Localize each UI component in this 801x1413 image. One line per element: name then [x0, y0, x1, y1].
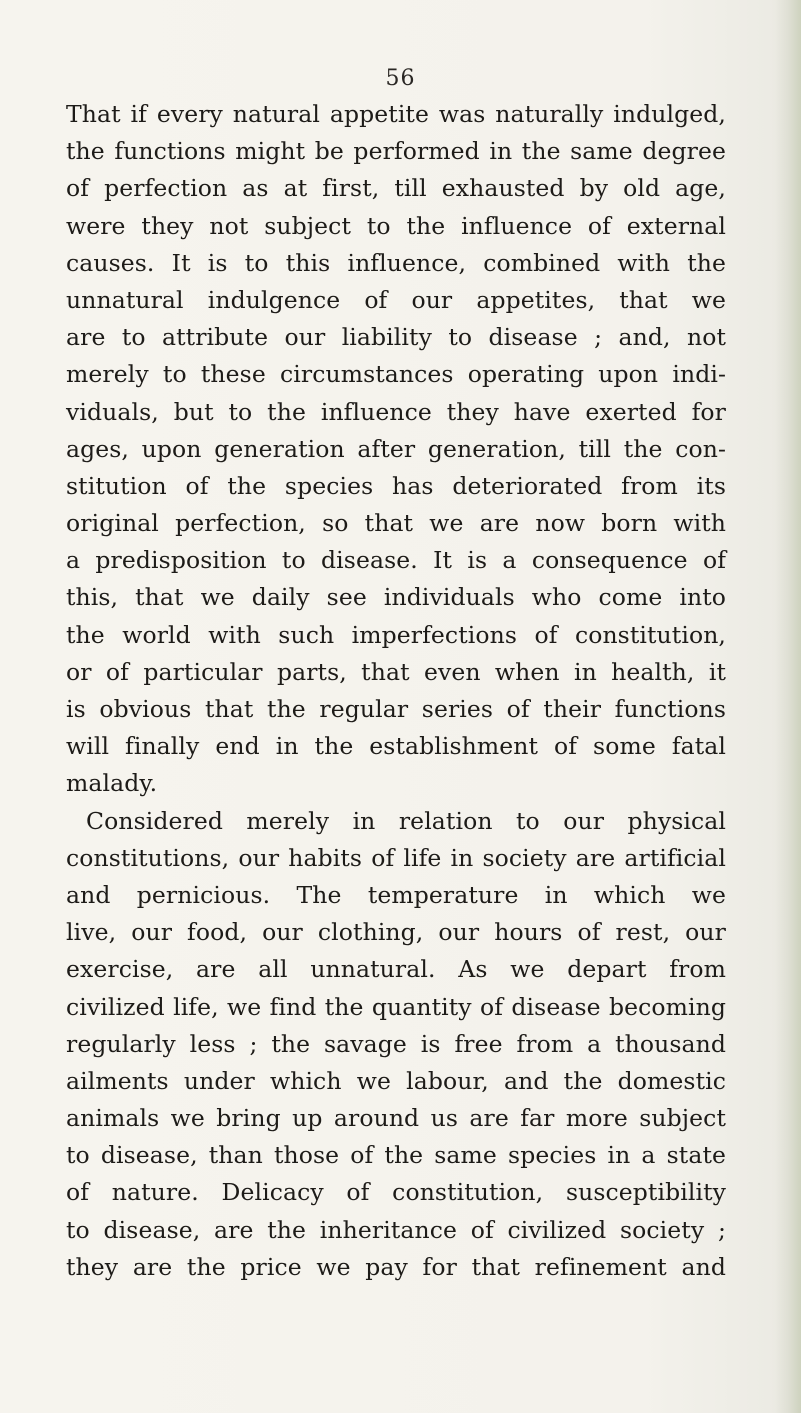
text-line: this, that we daily see individuals who come into	[66, 583, 726, 612]
paragraph-start-line: Considered merely in relation to our physical	[86, 806, 726, 835]
text-line: they are the price we pay for that refinement and	[66, 1252, 726, 1281]
text-line: causes. It is to this influence, combined with the	[66, 248, 726, 277]
text-line: regularly less ; the savage is free from a thousand	[66, 1029, 726, 1058]
text-line: That if every natural appetite was naturally indulged,	[66, 100, 726, 128]
text-line: merely to these circumstances operating upon indi-	[66, 360, 726, 389]
text-line: were they not subject to the influence of external	[66, 211, 726, 240]
text-line: of perfection as at first, till exhausted by old age,	[66, 174, 726, 203]
body-text	[66, 96, 726, 1286]
text-line: civilized life, we find the quantity of disease becoming	[66, 992, 726, 1021]
text-line: ages, upon generation after generation, till the con-	[66, 434, 726, 463]
text-line: animals we bring up around us are far more subject	[66, 1104, 726, 1133]
text-line: live, our food, our clothing, our hours of rest, our	[66, 918, 726, 947]
page-number: 56	[385, 66, 416, 91]
text-line: of nature. Delicacy of constitution, susceptibility	[66, 1178, 726, 1207]
text-line: stitution of the species has deteriorated from its	[66, 471, 726, 500]
page-edge-shadow	[775, 0, 801, 1413]
text-line: ailments under which we labour, and the domestic	[66, 1066, 726, 1095]
text-line: to disease, are the inheritance of civilized society ;	[66, 1215, 726, 1244]
text-line: viduals, but to the influence they have exerted for	[66, 397, 726, 426]
text-line: and pernicious. The temperature in which we	[66, 880, 726, 909]
text-line: constitutions, our habits of life in society are artificial	[66, 843, 726, 872]
text-line: is obvious that the regular series of their functions	[66, 695, 726, 723]
text-line: to disease, than those of the same species in a state	[66, 1141, 726, 1170]
text-line: or of particular parts, that even when in health, it	[66, 657, 726, 686]
text-line: the functions might be performed in the same degree	[66, 137, 726, 166]
text-line: unnatural indulgence of our appetites, that we	[66, 285, 726, 314]
text-line: a predisposition to disease. It is a consequence of	[66, 546, 726, 575]
text-line: exercise, are all unnatural. As we depart from	[66, 955, 726, 984]
paragraph-end-line: malady.	[66, 769, 158, 798]
text-line: the world with such imperfections of constitution,	[66, 620, 726, 649]
text-line: original perfection, so that we are now born with	[66, 509, 726, 538]
text-line: are to attribute our liability to disease ; and, not	[66, 323, 726, 352]
text-line: will finally end in the establishment of some fatal	[66, 732, 726, 761]
